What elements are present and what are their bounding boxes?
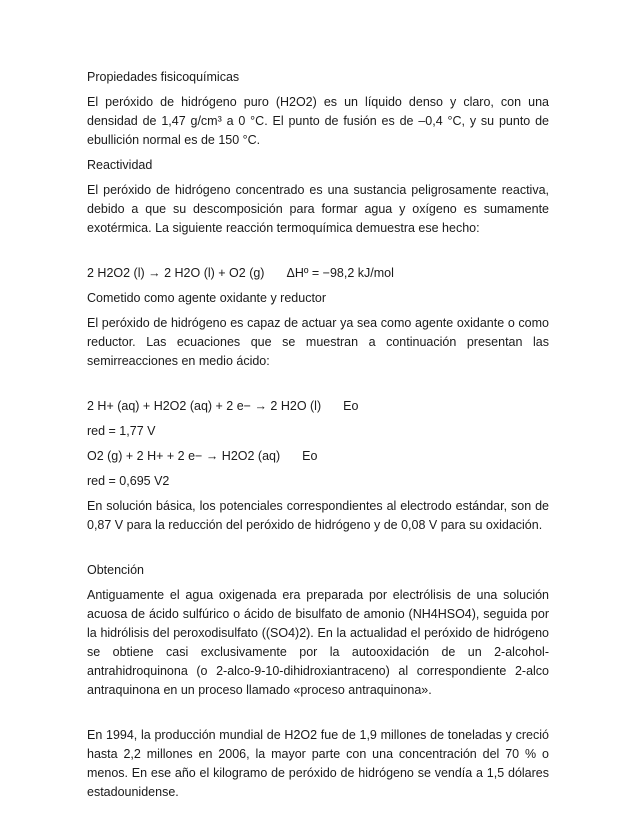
decomposition-equation [87, 264, 549, 283]
equation-enthalpy: ΔHº = −98,2 kJ/mol [286, 266, 394, 280]
properties-heading: Propiedades fisicoquímicas [87, 70, 240, 84]
redox-heading: Cometido como agente oxidante y reductor [87, 291, 327, 305]
world-production-paragraph: En 1994, la producción mundial de H2O2 fue de 1,9 millones de toneladas y creció hasta 2,2 millones en 2006, la mayor parte con una concentración del 70 % o menos. En ese año el kilogramo de peróxido de hidrógeno se vendía a 1,5 dólares estadounidense. [87, 728, 549, 799]
reactivity-heading: Reactividad [87, 158, 153, 172]
basic-solution-paragraph: En solución básica, los potenciales correspondientes al electrodo estándar, son de 0,87 V para la reducción del peróxido de hidrógeno y de 0,08 V para su oxidación. [87, 499, 549, 532]
equation-reaction: 2 H2O2 (l) → 2 H2O (l) + O2 (g) [87, 266, 265, 280]
reactivity-paragraph: El peróxido de hidrógeno concentrado es una sustancia peligrosamente reactiva, debido a que su descomposición para formar agua y oxígeno es sumamente exotérmica. La siguiente reacción termoquímica demuestra ese hecho: [87, 183, 549, 235]
oxidation-half-reaction [87, 447, 549, 466]
half-reaction-1: 2 H+ (aq) + H2O2 (aq) + 2 e− → 2 H2O (l) [87, 399, 322, 413]
half-reaction-2-potential: red = 0,695 V2 [87, 474, 170, 488]
half-reaction-2: O2 (g) + 2 H+ + 2 e− → H2O2 (aq) [87, 449, 281, 463]
production-heading: Obtención [87, 563, 144, 577]
reduction-half-reaction [87, 397, 549, 416]
half-reaction-1-eo: Eo [343, 399, 359, 413]
half-reaction-1-potential: red = 1,77 V [87, 424, 156, 438]
production-paragraph: Antiguamente el agua oxigenada era preparada por electrólisis de una solución acuosa de ácido sulfúrico o ácido de bisulfato de amonio (NH4HSO4), seguida por la hidrólisis del peroxodisulfato ((SO4)2). En la actualidad el peróxido de hidrógeno se obtiene casi exclusivamente por la autooxidación de un 2-alcohol-antrahidroquinona (o 2-alco-9-10-dihidroxiantraceno) al correspondiente 2-alco antraquinona en un proceso llamado «proceso antraquinona». [87, 588, 549, 697]
properties-paragraph: El peróxido de hidrógeno puro (H2O2) es un líquido denso y claro, con una densidad de 1,47 g/cm³ a 0 °C. El punto de fusión es de –0,4 °C, y su punto de ebullición normal es de 150 °C. [87, 95, 549, 147]
half-reaction-2-eo: Eo [302, 449, 318, 463]
redox-paragraph: El peróxido de hidrógeno es capaz de actuar ya sea como agente oxidante o como reductor. Las ecuaciones que se muestran a continuación presentan las semirreacciones en medio ácido: [87, 316, 549, 368]
document-page [87, 68, 549, 802]
